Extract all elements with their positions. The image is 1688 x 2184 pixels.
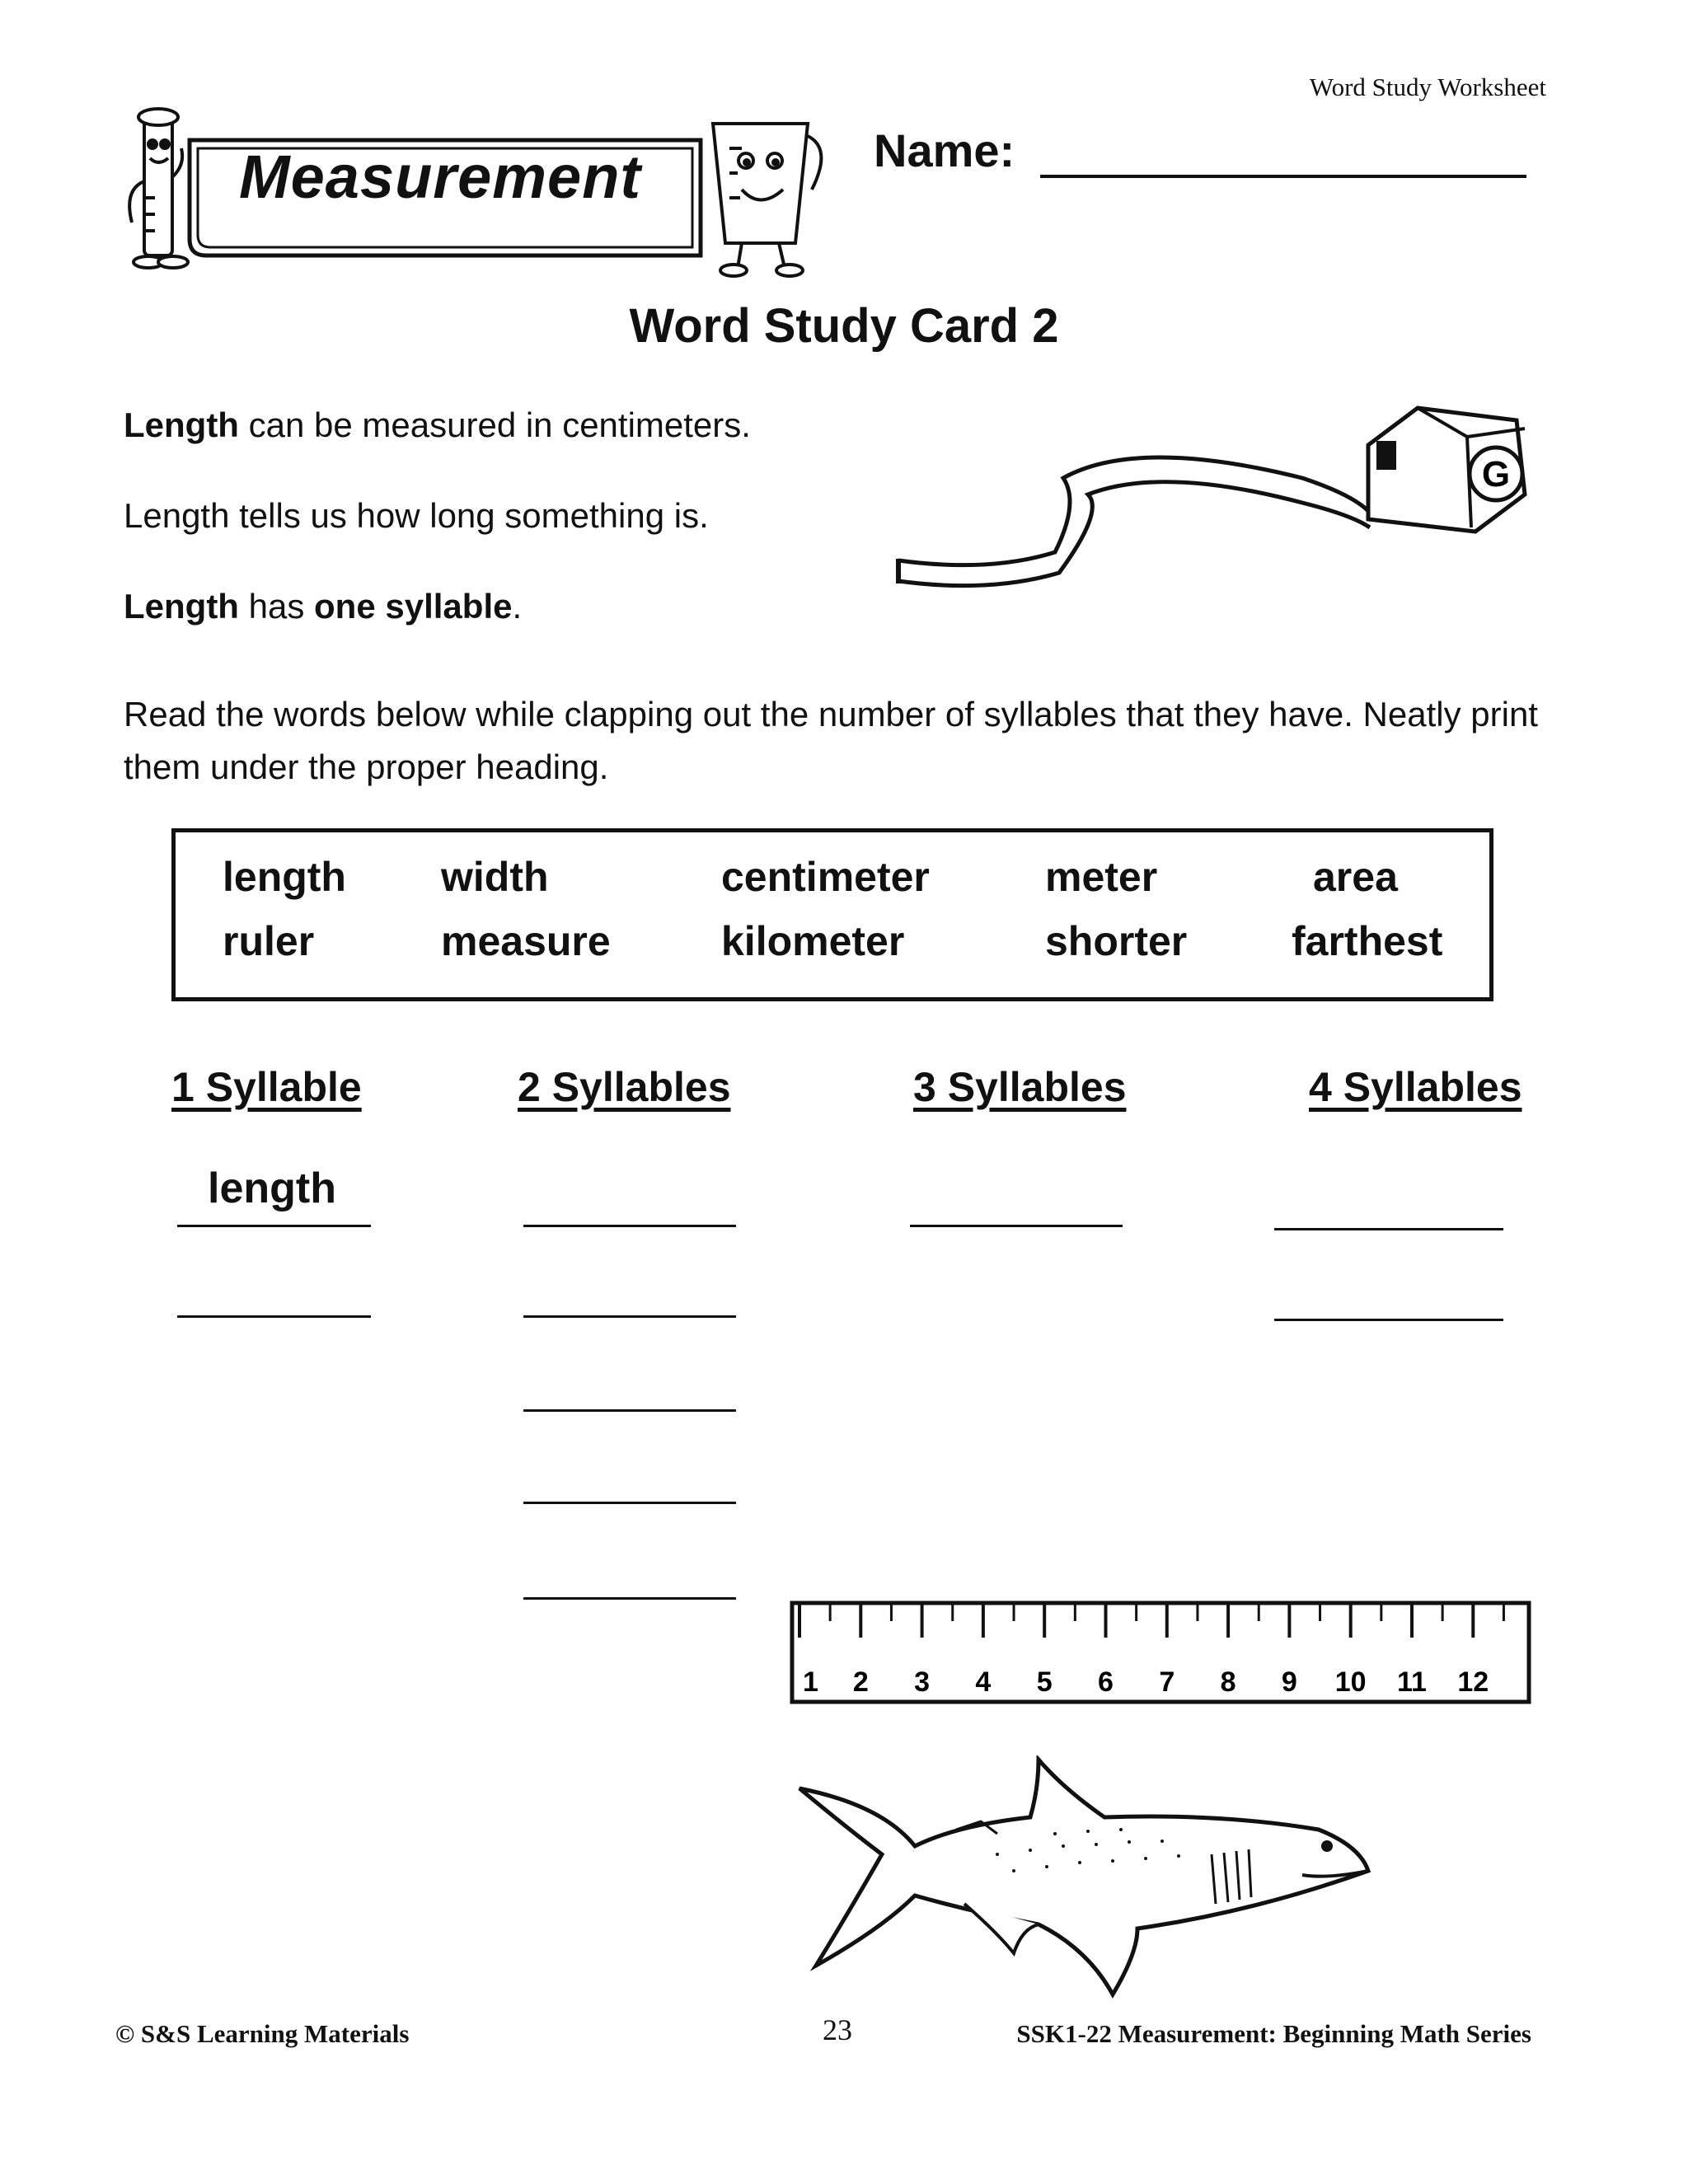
- worksheet-type-label: Word Study Worksheet: [1309, 73, 1546, 101]
- ruler-number-label: 4: [975, 1666, 992, 1698]
- ruler-number-label: 7: [1159, 1666, 1175, 1698]
- answer-blank-2-syllables[interactable]: [523, 1315, 736, 1318]
- footer-copyright: © S&S Learning Materials: [115, 2019, 410, 2048]
- bold-term: Length: [124, 405, 239, 444]
- banner-title: Measurement: [239, 143, 642, 211]
- page-number: 23: [823, 2013, 852, 2046]
- intro-text: .: [512, 587, 523, 626]
- ruler-number-label: 3: [914, 1666, 931, 1698]
- answer-blank-3-syllables[interactable]: [910, 1225, 1123, 1227]
- answer-blank-4-syllables[interactable]: [1274, 1228, 1503, 1230]
- ruler-number-label: 5: [1036, 1666, 1053, 1698]
- word-bank-item: farthest: [1292, 918, 1443, 964]
- svg-text:G: G: [1481, 454, 1511, 494]
- ruler-character-illustration: [129, 109, 188, 268]
- measurement-banner: [115, 99, 832, 280]
- card-title: Word Study Card 2: [629, 299, 1059, 353]
- word-bank-item: ruler: [223, 918, 315, 964]
- ruler-illustration: [790, 1601, 1531, 1704]
- word-bank-box: [171, 828, 1493, 1001]
- intro-text: can be measured in centimeters.: [238, 405, 751, 444]
- bold-term: Length: [124, 587, 239, 626]
- name-label: Name:: [874, 124, 1015, 176]
- ruler-number-label: 6: [1098, 1666, 1114, 1698]
- intro-line-2: Length tells us how long something is.: [124, 496, 709, 535]
- word-bank-item: shorter: [1045, 918, 1188, 964]
- tape-measure-illustration: [890, 396, 1550, 610]
- ruler-number-label: 9: [1281, 1666, 1297, 1698]
- bold-term: one syllable: [314, 587, 513, 626]
- intro-line-1: [124, 405, 751, 445]
- sample-answer: length: [208, 1165, 336, 1212]
- ruler-number-label: 10: [1334, 1666, 1367, 1698]
- word-bank-item: area: [1313, 854, 1398, 900]
- ruler-number-label: 8: [1220, 1666, 1236, 1698]
- heading-3-syllables: 3 Syllables: [913, 1064, 1127, 1110]
- name-field[interactable]: [1040, 175, 1526, 178]
- ruler-number-label: 2: [852, 1666, 869, 1698]
- heading-1-syllable: 1 Syllable: [171, 1064, 362, 1110]
- word-bank-item: meter: [1045, 854, 1158, 900]
- instructions: Read the words below while clapping out the number of syllables that they have. Neatly print them under the proper heading.: [124, 695, 1538, 786]
- ruler-number-label: 11: [1397, 1666, 1427, 1698]
- word-bank-item: kilometer: [721, 918, 905, 964]
- word-bank-item: measure: [441, 918, 611, 964]
- answer-blank-2-syllables[interactable]: [523, 1225, 736, 1227]
- shark-illustration: [791, 1755, 1385, 2011]
- footer-series-title: SSK1-22 Measurement: Beginning Math Series: [1016, 2019, 1531, 2048]
- answer-blank-2-syllables[interactable]: [523, 1597, 736, 1600]
- answer-blank-1-syllable[interactable]: [177, 1225, 371, 1227]
- answer-blank-2-syllables[interactable]: [523, 1502, 736, 1504]
- measuring-cup-character-illustration: [713, 124, 821, 276]
- answer-blank-4-syllables[interactable]: [1274, 1319, 1503, 1321]
- word-bank-item: length: [223, 854, 346, 900]
- word-bank-item: centimeter: [721, 854, 930, 900]
- heading-2-syllables: 2 Syllables: [518, 1064, 731, 1110]
- heading-4-syllables: 4 Syllables: [1309, 1064, 1522, 1110]
- ruler-number-label: 1: [803, 1666, 818, 1698]
- intro-text: has: [238, 587, 315, 626]
- answer-blank-1-syllable[interactable]: [177, 1315, 371, 1318]
- answer-blank-2-syllables[interactable]: [523, 1409, 736, 1412]
- intro-line-3: [124, 587, 522, 626]
- ruler-number-label: 12: [1457, 1666, 1489, 1698]
- word-bank-item: width: [441, 854, 549, 900]
